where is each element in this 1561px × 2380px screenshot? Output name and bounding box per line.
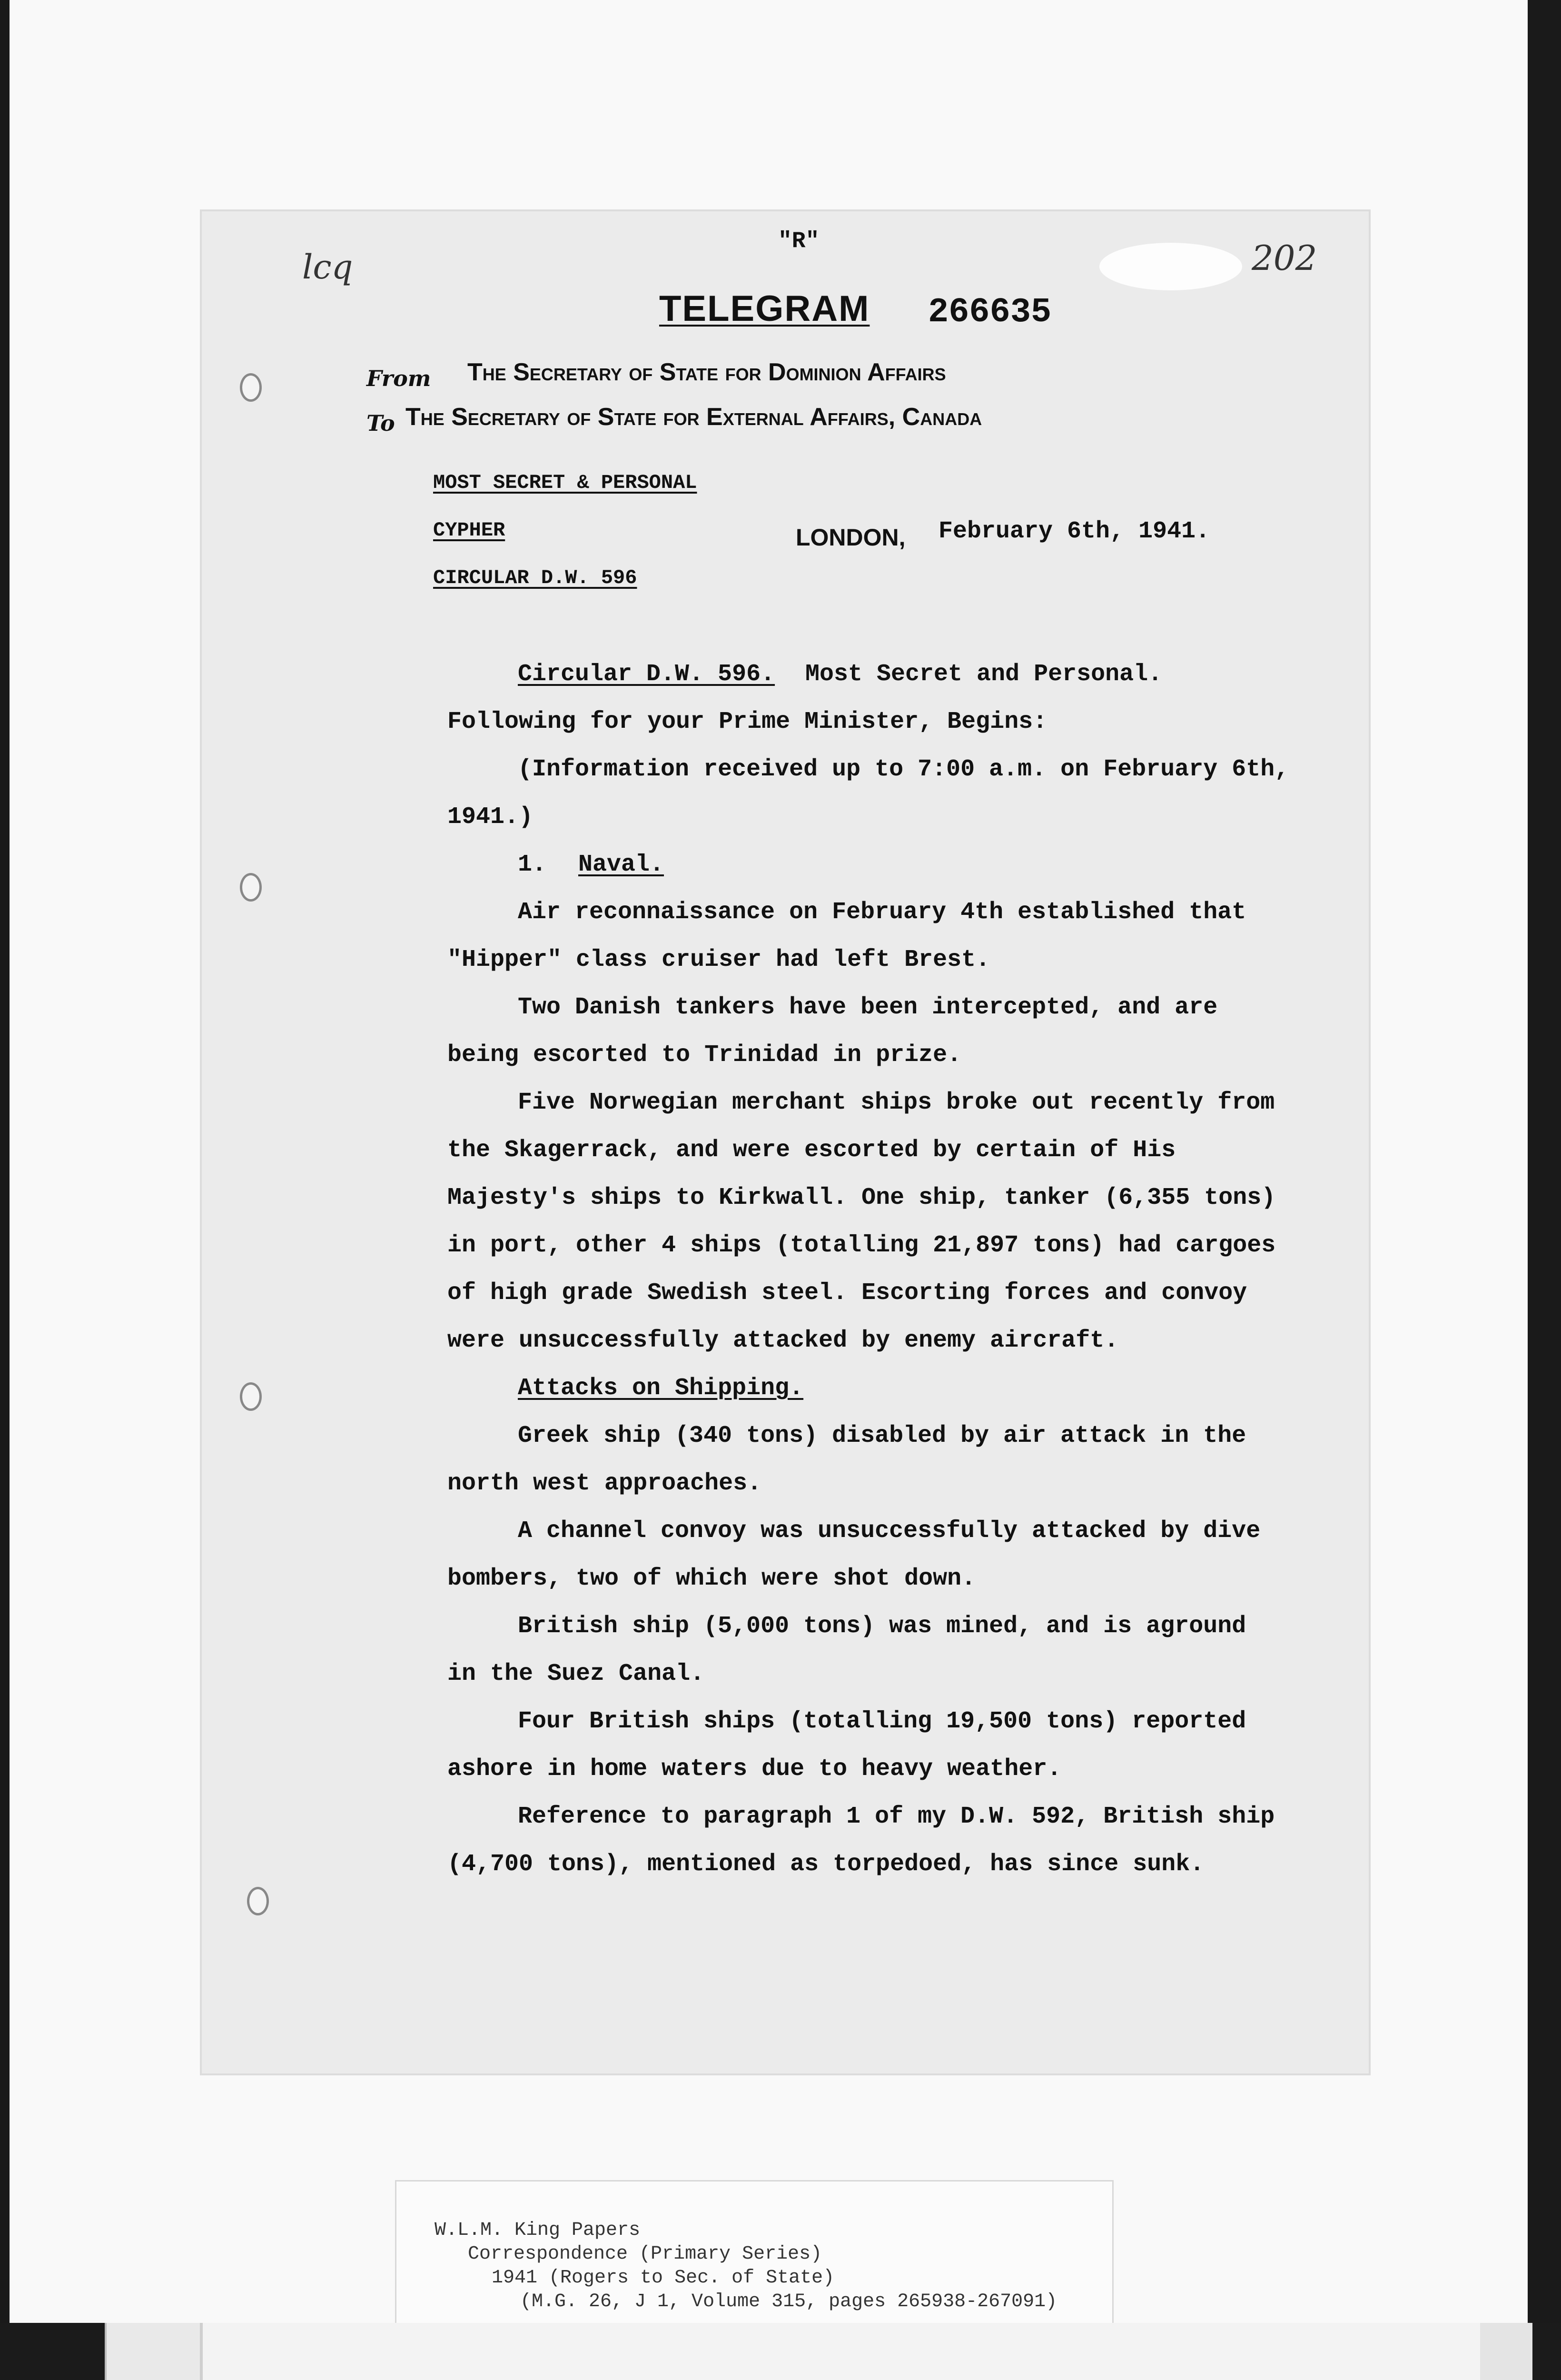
body-line: Four British ships (totalling 19,500 tons) reported (518, 1708, 1246, 1735)
label-line: (M.G. 26, J 1, Volume 315, pages 265938-267091) (520, 2291, 1057, 2312)
telegram-title: TELEGRAM (659, 288, 870, 329)
body-line: north west approaches. (447, 1470, 762, 1497)
body-line: British ship (5,000 tons) was mined, and is aground (518, 1613, 1246, 1640)
to-label: To (366, 410, 395, 436)
archive-card-edge (105, 2323, 200, 2380)
body-line: ashore in home waters due to heavy weather. (447, 1755, 1062, 1783)
body-line: Most Secret and Personal. (805, 661, 1163, 688)
body-line: the Skagerrack, and were escorted by certain of His (447, 1137, 1176, 1164)
body-line: 1941.) (447, 803, 534, 831)
header-mark: "R" (778, 228, 820, 254)
punch-hole (247, 1887, 269, 1915)
body-line: Greek ship (340 tons) disabled by air attack in the (518, 1422, 1246, 1449)
body-line: Five Norwegian merchant ships broke out recently from (518, 1089, 1275, 1116)
subheading: Attacks on Shipping. (518, 1375, 804, 1402)
body-line: Reference to paragraph 1 of my D.W. 592, British ship (518, 1803, 1275, 1830)
telegram-number: 266635 (928, 293, 1052, 332)
punch-hole (240, 373, 262, 402)
stamp-smudge (1099, 243, 1242, 290)
body-line: (Information received up to 7:00 a.m. on February 6th, (518, 756, 1289, 783)
body-line: in the Suez Canal. (447, 1660, 705, 1687)
reference-label (395, 2180, 1114, 2328)
page-number-note: 202 (1252, 238, 1317, 278)
classification: MOST SECRET & PERSONAL (433, 471, 697, 494)
punch-hole (240, 873, 262, 902)
label-line: W.L.M. King Papers (435, 2220, 641, 2241)
section-number: 1. (518, 851, 547, 878)
body-line: bombers, two of which were shot down. (447, 1565, 976, 1592)
body-line: being escorted to Trinidad in prize. (447, 1041, 962, 1069)
body-line: (4,700 tons), mentioned as torpedoed, has since sunk. (447, 1851, 1205, 1878)
archives-card (200, 2323, 1485, 2380)
to-value: The Secretary of State for External Affairs, Canada (405, 403, 982, 431)
body-line: Two Danish tankers have been intercepted, and are (518, 994, 1218, 1021)
body-line: "Hipper" class cruiser had left Brest. (447, 946, 990, 973)
place: LONDON, (796, 524, 906, 551)
section-title: Naval. (578, 851, 664, 878)
pencil-note: lcq (302, 248, 353, 287)
punch-hole (240, 1382, 262, 1411)
label-line: 1941 (Rogers to Sec. of State) (492, 2267, 835, 2289)
body-circular-ref: Circular D.W. 596. (518, 661, 775, 688)
body-line: of high grade Swedish steel. Escorting forces and convoy (447, 1279, 1247, 1307)
body-line: A channel convoy was unsuccessfully attacked by dive (518, 1517, 1261, 1545)
body-line: Following for your Prime Minister, Begins: (447, 708, 1047, 735)
circular-number: CIRCULAR D.W. 596 (433, 566, 637, 589)
label-line: Correspondence (Primary Series) (468, 2243, 822, 2265)
archive-card-edge (1480, 2323, 1532, 2380)
from-value: The Secretary of State for Dominion Affairs (467, 358, 946, 386)
body-line: in port, other 4 ships (totalling 21,897 tons) had cargoes (447, 1232, 1276, 1259)
body-line: were unsuccessfully attacked by enemy aircraft. (447, 1327, 1119, 1354)
transmission-method: CYPHER (433, 519, 505, 542)
date: February 6th, 1941. (939, 518, 1210, 545)
from-label: From (366, 366, 431, 391)
body-line: Air reconnaissance on February 4th established that (518, 899, 1246, 926)
body-line: Majesty's ships to Kirkwall. One ship, tanker (6,355 tons) (447, 1184, 1276, 1211)
